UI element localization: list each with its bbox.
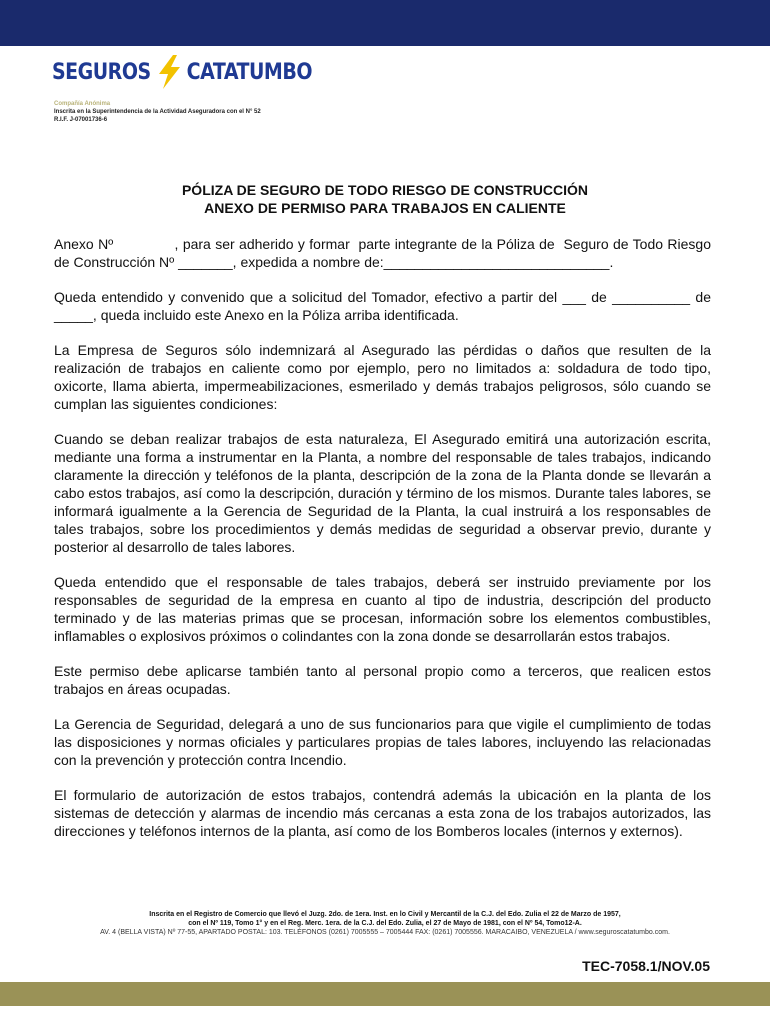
paragraph-authorization: Cuando se deban realizar trabajos de esta naturaleza, El Asegurado emitirá una autorización escrita, mediante una forma a instrumentar en la Planta, a nombre del responsable de tales trabajos, indicando claramente la dirección y teléfonos de la planta, descripción de la zona de la Planta donde se llevarán a cabo estos trabajos, así como la descripción, duración y término de los mismos. Durante tales labores, se informará igualmente a la Gerencia de Seguridad de la Planta, la cual instruirá a los responsables de tales trabajos, sobre los procedimientos y demás medidas de seguridad a observar previo, durante y posterior al desarrollo de tales labores.: [54, 431, 711, 555]
company-logo: [52, 54, 312, 90]
paragraph-instruction: Queda entendido que el responsable de tales trabajos, deberá ser instruido previamente por los responsables de seguridad de la empresa en cuanto al tipo de industria, descripción del producto terminado y de las materias primas que se procesan, información sobre los elementos combustibles, inflamables o explosivos próximos o colindantes con la zona donde se desarrollarán estos trabajos.: [54, 574, 711, 644]
paragraph-effective-date: Queda entendido y convenido que a solicitud del Tomador, efectivo a partir del ___ de __________ de _____, queda incluido este Anexo en la Póliza arriba identificada.: [54, 289, 711, 323]
legal-footer: [0, 910, 770, 937]
bottom-color-band: [0, 982, 770, 1006]
paragraph-form-contents: El formulario de autorización de estos trabajos, contendrá además la ubicación en la planta de los sistemas de detección y alarmas de incendio más cercanas a esta zona de los trabajos autorizados, las direcciones y teléfonos internos de la planta, así como de los Bomberos locales (internos y externos).: [54, 787, 711, 839]
document-body: [54, 235, 715, 857]
company-registration: Inscrita en la Superintendencia de la Actividad Aseguradora con el N° 52: [54, 109, 261, 115]
company-type: Compañía Anónima: [54, 101, 111, 107]
paragraph-annex-number: Anexo Nº , para ser adherido y formar parte integrante de la Póliza de Seguro de Todo Riesgo de Construcción Nº _______, expedida a nombre de:_____________________________.: [54, 236, 715, 270]
paragraph-supervision: La Gerencia de Seguridad, delegará a uno de sus funcionarios para que vigile el cumplimiento de todas las disposiciones y normas oficiales y particulares propias de tales labores, incluyendo las relacionadas con la prevención y protección contra Incendio.: [54, 716, 711, 768]
top-color-band: [0, 0, 770, 46]
logo-word-catatumbo: CATATUMBO: [186, 59, 312, 85]
paragraph-coverage: La Empresa de Seguros sólo indemnizará al Asegurado las pérdidas o daños que resulten de la realización de trabajos en caliente como por ejemplo, pero no limitados a: soldadura de todo tipo, oxicorte, llama abierta, impermeabilizaciones, esmerilado y demás trabajos peligrosos, sólo cuando se cumplan las siguientes condiciones:: [54, 342, 711, 412]
company-rif: R.I.F. J-07001736-6: [54, 117, 108, 123]
footer-address: AV. 4 (BELLA VISTA) Nº 77-55, APARTADO POSTAL: 103. TELÉFONOS (0261) 7005555 – 7005444 FAX: (0261) 7005556. MARACAIBO, VENEZUELA / www.seguroscatatumbo.com.: [100, 929, 670, 936]
footer-line-2: con el Nº 119, Tomo 1° y en el Reg. Merc. 1era. de la C.J. del Edo. Zulia, el 27 de Mayo de 1981, con el Nº 54, Tomo12-A.: [188, 920, 582, 927]
lightning-bolt-icon: [155, 54, 183, 90]
document-reference-code: TEC-7058.1/NOV.05: [582, 958, 710, 974]
footer-line-1: Inscrita en el Registro de Comercio que llevó el Juzg. 2do. de 1era. Inst. en lo Civil y Mercantil de la C.J. del Edo. Zulia el 22 de Marzo de 1957,: [149, 911, 621, 918]
company-info: [54, 100, 261, 124]
document-title: [0, 181, 770, 217]
paragraph-scope: Este permiso debe aplicarse también tanto al personal propio como a terceros, que realicen estos trabajos en áreas ocupadas.: [54, 663, 711, 697]
title-line-1: PÓLIZA DE SEGURO DE TODO RIESGO DE CONSTRUCCIÓN: [181, 182, 589, 198]
logo-word-seguros: SEGUROS: [52, 59, 151, 85]
title-line-2: ANEXO DE PERMISO PARA TRABAJOS EN CALIENTE: [204, 200, 566, 216]
